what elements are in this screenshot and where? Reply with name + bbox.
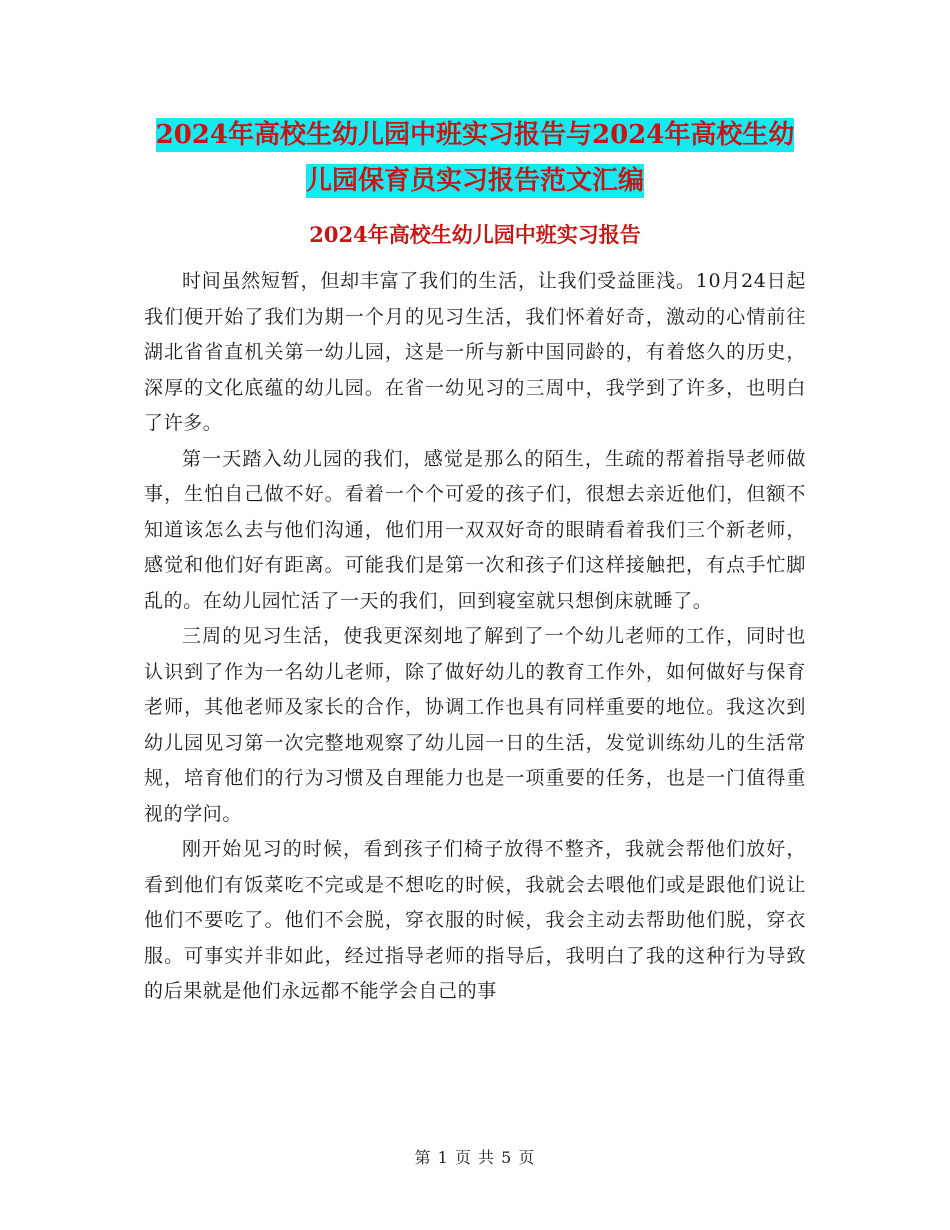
paragraph: 时间虽然短暂，但却丰富了我们的生活，让我们受益匪浅。10月24日起我们便开始了我们为期一个月的见习生活，我们怀着好奇，激动的心情前往湖北省省直机关第一幼儿园，这是一所与新中国同龄的，有着悠久的历史，深厚的文化底蕴的幼儿园。在省一幼见习的三周中，我学到了许多，也明白了许多。 — [144, 270, 806, 434]
document-main-title — [0, 112, 950, 204]
paragraph: 三周的见习生活，使我更深刻地了解到了一个幼儿老师的工作，同时也认识到了作为一名幼儿老师，除了做好幼儿的教育工作外，如何做好与保育老师，其他老师及家长的合作，协调工作也具有同样重要的地位。我这次到幼儿园见习第一次完整地观察了幼儿园一日的生活，发觉训练幼儿的生活常规，培育他们的行为习惯及自理能力也是一项重要的任务，也是一门值得重视的学问。 — [144, 625, 806, 825]
paragraph: 刚开始见习的时候，看到孩子们椅子放得不整齐，我就会帮他们放好，看到他们有饭菜吃不完或是不想吃的时候，我就会去喂他们或是跟他们说让他们不要吃了。他们不会脱，穿衣服的时候，我会主动去帮助他们脱，穿衣服。可事实并非如此，经过指导老师的指导后，我明白了我的这种行为导致的后果就是他们永远都不能学会自己的事 — [144, 838, 806, 1002]
main-title-line-1: 2024年高校生幼儿园中班实习报告与2024年高校生幼 — [155, 120, 795, 150]
paragraph: 第一天踏入幼儿园的我们，感觉是那么的陌生，生疏的帮着指导老师做事，生怕自己做不好。看着一个个可爱的孩子们，很想去亲近他们，但额不知道该怎么去与他们沟通，他们用一双双好奇的眼睛看着我们三个新老师，感觉和他们好有距离。可能我们是第一次和孩子们这样接触把，有点手忙脚乱的。在幼儿园忙活了一天的我们，回到寝室就只想倒床就睡了。 — [144, 447, 806, 612]
page-footer: 第 1 页 共 5 页 — [414, 1148, 536, 1167]
body-text — [144, 264, 806, 1010]
main-title-line-2: 儿园保育员实习报告范文汇编 — [305, 166, 644, 196]
section-title: 2024年高校生幼儿园中班实习报告 — [309, 222, 641, 247]
